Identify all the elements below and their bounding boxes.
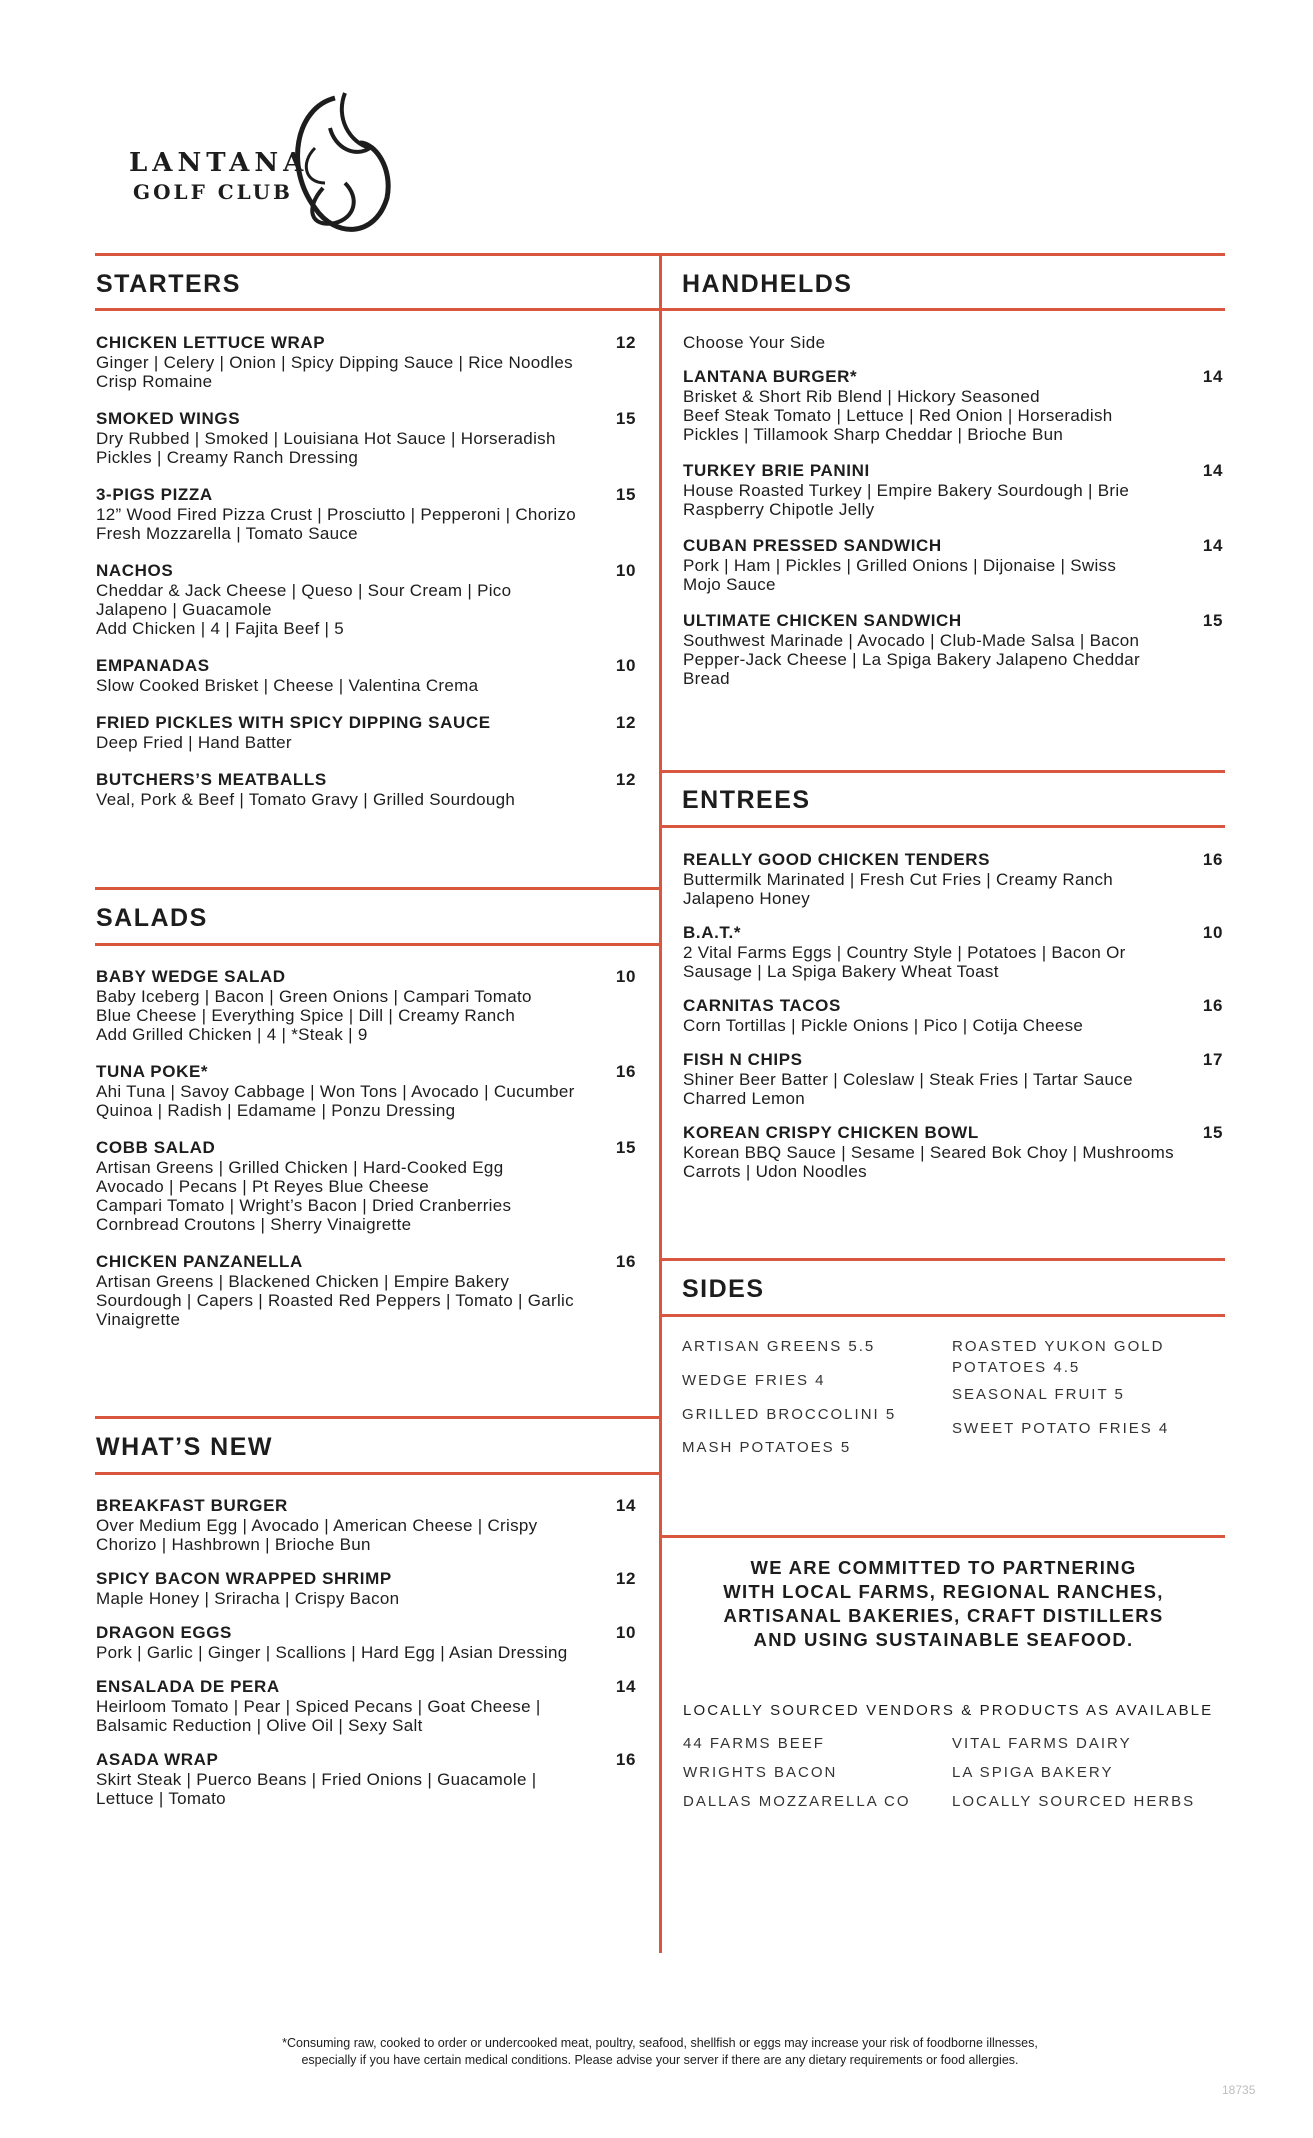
menu-item-name: 3-PIGS PIZZA: [96, 485, 213, 504]
menu-item-header: [96, 1062, 636, 1082]
menu-item-description: Skirt Steak | Puerco Beans | Fried Onions | Guacamole | Lettuce | Tomato: [96, 1770, 537, 1808]
whats-new-list: [96, 1496, 636, 1823]
handhelds-title: HANDHELDS: [682, 270, 853, 298]
menu-item-description: Pork | Garlic | Ginger | Scallions | Hard Egg | Asian Dressing: [96, 1643, 568, 1662]
menu-item-description: Artisan Greens | Blackened Chicken | Empire Bakery Sourdough | Capers | Roasted Red Peppers | Tomato | Garlic Vinaigrette: [96, 1272, 574, 1329]
menu-item-description: 2 Vital Farms Eggs | Country Style | Potatoes | Bacon Or Sausage | La Spiga Bakery Wheat Toast: [683, 943, 1126, 981]
starters-list: [96, 333, 636, 827]
menu-item-price: 15: [615, 1138, 636, 1157]
menu-item-header: [96, 1750, 636, 1770]
menu-item-price: 16: [1202, 996, 1223, 1015]
menu-item-price: 17: [1202, 1050, 1223, 1069]
menu-item-price: 12: [615, 1569, 636, 1588]
menu-item-description: Heirloom Tomato | Pear | Spiced Pecans | Goat Cheese | Balsamic Reduction | Olive Oil | Sexy Salt: [96, 1697, 541, 1735]
menu-item-price: 12: [615, 770, 636, 789]
side-item: WEDGE FRIES 4: [682, 1372, 826, 1389]
vendors-col1: [683, 1729, 911, 1816]
side-item: POTATOES 4.5: [952, 1359, 1081, 1376]
menu-item-header: [96, 1252, 636, 1272]
sides-col1: [682, 1336, 896, 1458]
starters-title: STARTERS: [96, 270, 241, 298]
menu-item-description: 12” Wood Fired Pizza Crust | Prosciutto | Pepperoni | Chorizo Fresh Mozzarella | Tomato Sauce: [96, 505, 577, 543]
menu-item-header: [683, 536, 1223, 556]
document-number: 18735: [1222, 2083, 1256, 2097]
handhelds-rule: [662, 308, 1225, 311]
vendors-col2: [952, 1729, 1195, 1816]
menu-item-header: [683, 367, 1223, 387]
side-item: MASH POTATOES 5: [682, 1439, 852, 1456]
allergen-disclaimer: *Consuming raw, cooked to order or undercooked meat, poultry, seafood, shellfish or eggs may increase your risk of foodborne illnesses, especially if you have certain medical conditions. Please advise your server if there are any dietary requirements or food allergies.: [282, 2036, 1038, 2067]
menu-item: [96, 485, 636, 543]
menu-item-name: CHICKEN LETTUCE WRAP: [96, 333, 326, 352]
menu-item-name: SPICY BACON WRAPPED SHRIMP: [96, 1569, 392, 1588]
side-item: SEASONAL FRUIT 5: [952, 1386, 1125, 1403]
menu-item-description: Corn Tortillas | Pickle Onions | Pico | Cotija Cheese: [683, 1016, 1084, 1035]
menu-item-header: [96, 1677, 636, 1697]
salads-rule: [95, 943, 659, 946]
sides-rule: [662, 1314, 1225, 1317]
menu-item-description: Shiner Beer Batter | Coleslaw | Steak Fries | Tartar Sauce Charred Lemon: [683, 1070, 1133, 1108]
menu-item-description: Pork | Ham | Pickles | Grilled Onions | Dijonaise | Swiss Mojo Sauce: [683, 556, 1117, 594]
menu-item-price: 10: [615, 656, 636, 675]
menu-item-header: [683, 611, 1223, 631]
menu-item-description: Ahi Tuna | Savoy Cabbage | Won Tons | Avocado | Cucumber Quinoa | Radish | Edamame | Ponzu Dressing: [96, 1082, 575, 1120]
menu-item: [96, 967, 636, 1044]
menu-item-name: BUTCHERS’S MEATBALLS: [96, 770, 327, 789]
menu-item-name: B.A.T.*: [683, 923, 742, 942]
menu-item: [96, 656, 636, 695]
menu-item-price: 15: [1202, 611, 1223, 630]
menu-item-name: TUNA POKE*: [96, 1062, 209, 1081]
menu-item: [683, 923, 1223, 981]
menu-item-header: [96, 713, 636, 733]
handhelds-note: Choose Your Side: [683, 333, 826, 352]
sides-rule-top: [662, 1258, 1225, 1261]
menu-item-price: 16: [1202, 850, 1223, 869]
menu-item-description: Cheddar & Jack Cheese | Queso | Sour Cream | Pico Jalapeno | Guacamole Add Chicken | 4 | Fajita Beef | 5: [96, 581, 512, 638]
menu-item-price: 12: [615, 713, 636, 732]
starters-rule: [95, 308, 659, 311]
entrees-rule: [662, 825, 1225, 828]
menu-item: [96, 409, 636, 467]
menu-item-name: LANTANA BURGER*: [683, 367, 858, 386]
menu-item-description: Veal, Pork & Beef | Tomato Gravy | Grilled Sourdough: [96, 790, 516, 809]
menu-item-price: 14: [615, 1677, 636, 1696]
menu-item-name: SMOKED WINGS: [96, 409, 241, 428]
vendor-item: LA SPIGA BAKERY: [952, 1764, 1114, 1781]
menu-item-description: Buttermilk Marinated | Fresh Cut Fries | Creamy Ranch Jalapeno Honey: [683, 870, 1114, 908]
entrees-rule-top: [662, 770, 1225, 773]
vendor-item: 44 FARMS BEEF: [683, 1735, 825, 1752]
menu-item: [683, 1123, 1223, 1181]
menu-item-description: Baby Iceberg | Bacon | Green Onions | Campari Tomato Blue Cheese | Everything Spice | Dill | Creamy Ranch Add Grilled Chicken | 4 | *Steak | 9: [96, 987, 532, 1044]
whats-new-title: WHAT’S NEW: [96, 1433, 274, 1461]
menu-item-description: Korean BBQ Sauce | Sesame | Seared Bok Choy | Mushrooms Carrots | Udon Noodles: [683, 1143, 1174, 1181]
menu-item-name: DRAGON EGGS: [96, 1623, 233, 1642]
menu-item-description: Ginger | Celery | Onion | Spicy Dipping Sauce | Rice Noodles Crisp Romaine: [96, 353, 573, 391]
menu-item-header: [96, 656, 636, 676]
menu-item-name: ASADA WRAP: [96, 1750, 219, 1769]
menu-item-price: 16: [615, 1750, 636, 1769]
menu-item-name: CUBAN PRESSED SANDWICH: [683, 536, 942, 555]
sides-col2: [952, 1336, 1169, 1439]
menu-item-price: 14: [1202, 536, 1223, 555]
vendor-item: LOCALLY SOURCED HERBS: [952, 1793, 1196, 1810]
side-item: ROASTED YUKON GOLD: [952, 1338, 1165, 1355]
menu-item-header: [683, 461, 1223, 481]
menu-item-name: CARNITAS TACOS: [683, 996, 841, 1015]
menu-item: [96, 1252, 636, 1329]
menu-item: [96, 1496, 636, 1554]
menu-item-header: [96, 1496, 636, 1516]
logo-line1: LANTANA: [129, 148, 309, 178]
menu-item-description: Brisket & Short Rib Blend | Hickory Seasoned Beef Steak Tomato | Lettuce | Red Onion | Horseradish Pickles | Tillamook Sharp Cheddar | Brioche Bun: [683, 387, 1113, 444]
menu-item-header: [683, 850, 1223, 870]
whats-new-rule-top: [95, 1416, 659, 1419]
menu-item-price: 10: [1202, 923, 1223, 942]
menu-item-header: [96, 770, 636, 790]
menu-item: [683, 536, 1223, 594]
salads-rule-top: [95, 887, 659, 890]
menu-item-header: [683, 1123, 1223, 1143]
menu-item-price: 15: [615, 409, 636, 428]
side-item: SWEET POTATO FRIES 4: [952, 1420, 1170, 1437]
menu-item: [96, 1062, 636, 1120]
menu-item-price: 10: [615, 561, 636, 580]
menu-item: [683, 461, 1223, 519]
menu-item-name: ENSALADA DE PERA: [96, 1677, 280, 1696]
menu-item: [683, 1050, 1223, 1108]
menu-item: [96, 1750, 636, 1808]
sides-title: SIDES: [682, 1275, 765, 1303]
menu-item: [96, 333, 636, 391]
whats-new-rule: [95, 1472, 659, 1475]
menu-item-header: [683, 923, 1223, 943]
menu-item-description: Artisan Greens | Grilled Chicken | Hard-Cooked Egg Avocado | Pecans | Pt Reyes Blue Cheese Campari Tomato | Wright’s Bacon | Dried Cranberries Cornbread Croutons | Sherry Vinaigrette: [96, 1158, 512, 1234]
salads-list: [96, 967, 636, 1347]
menu-item-price: 16: [615, 1252, 636, 1271]
menu-item-header: [96, 561, 636, 581]
menu-item-price: 15: [615, 485, 636, 504]
menu-item-header: [683, 1050, 1223, 1070]
menu-item-description: Over Medium Egg | Avocado | American Cheese | Crispy Chorizo | Hashbrown | Brioche Bun: [96, 1516, 538, 1554]
menu-item: [683, 367, 1223, 444]
menu-item: [96, 1138, 636, 1234]
menu-item-header: [683, 996, 1223, 1016]
menu-item-price: 10: [615, 1623, 636, 1642]
side-item: GRILLED BROCCOLINI 5: [682, 1406, 897, 1423]
menu-item-description: House Roasted Turkey | Empire Bakery Sourdough | Brie Raspberry Chipotle Jelly: [683, 481, 1130, 519]
menu-item-name: REALLY GOOD CHICKEN TENDERS: [683, 850, 991, 869]
menu-item-name: BREAKFAST BURGER: [96, 1496, 288, 1515]
menu-item-description: Deep Fried | Hand Batter: [96, 733, 292, 752]
menu-item-name: ULTIMATE CHICKEN SANDWICH: [683, 611, 962, 630]
menu-item-price: 15: [1202, 1123, 1223, 1142]
menu-item-price: 12: [615, 333, 636, 352]
logo: [125, 88, 395, 248]
menu-item-price: 14: [1202, 461, 1223, 480]
menu-item-name: COBB SALAD: [96, 1138, 216, 1157]
entrees-title: ENTREES: [682, 786, 811, 814]
menu-item-name: NACHOS: [96, 561, 174, 580]
menu-item-header: [96, 1569, 636, 1589]
menu-item-description: Dry Rubbed | Smoked | Louisiana Hot Sauce | Horseradish Pickles | Creamy Ranch Dressing: [96, 429, 556, 467]
menu-item-name: EMPANADAS: [96, 656, 210, 675]
menu-item-name: BABY WEDGE SALAD: [96, 967, 286, 986]
side-item: ARTISAN GREENS 5.5: [682, 1338, 876, 1355]
menu-item-description: Maple Honey | Sriracha | Crispy Bacon: [96, 1589, 400, 1608]
menu-item-header: [96, 967, 636, 987]
menu-item: [96, 770, 636, 809]
commitment-statement: WE ARE COMMITTED TO PARTNERING WITH LOCAL FARMS, REGIONAL RANCHES, ARTISANAL BAKERIES, CRAFT DISTILLERS AND USING SUSTAINABLE SEAFOOD.: [723, 1557, 1164, 1650]
salads-title: SALADS: [96, 904, 208, 932]
menu-item: [96, 561, 636, 638]
menu-item: [683, 850, 1223, 908]
vendors-title: LOCALLY SOURCED VENDORS & PRODUCTS AS AVAILABLE: [683, 1702, 1214, 1719]
vendor-item: DALLAS MOZZARELLA CO: [683, 1793, 911, 1810]
menu-item-price: 14: [615, 1496, 636, 1515]
menu-item: [96, 1677, 636, 1735]
menu-item: [96, 713, 636, 752]
menu-item-description: Southwest Marinade | Avocado | Club-Made Salsa | Bacon Pepper-Jack Cheese | La Spiga Bakery Jalapeno Cheddar Bread: [683, 631, 1140, 688]
menu-item-name: TURKEY BRIE PANINI: [683, 461, 870, 480]
menu-item-name: KOREAN CRISPY CHICKEN BOWL: [683, 1123, 979, 1142]
handhelds-list: [683, 367, 1223, 705]
menu-item-header: [96, 409, 636, 429]
menu-item-header: [96, 333, 636, 353]
menu-item-description: Slow Cooked Brisket | Cheese | Valentina Crema: [96, 676, 479, 695]
commitment-rule: [662, 1535, 1225, 1538]
menu-item-price: 16: [615, 1062, 636, 1081]
menu-item: [96, 1569, 636, 1608]
vendor-item: WRIGHTS BACON: [683, 1764, 838, 1781]
menu-item-price: 10: [615, 967, 636, 986]
vendor-item: VITAL FARMS DAIRY: [952, 1735, 1132, 1752]
menu-item-header: [96, 485, 636, 505]
entrees-list: [683, 850, 1223, 1196]
menu-item: [683, 996, 1223, 1035]
menu-item-price: 14: [1202, 367, 1223, 386]
menu-item-name: FISH N CHIPS: [683, 1050, 803, 1069]
divider-vertical: [659, 253, 662, 1953]
menu-item-header: [96, 1138, 636, 1158]
menu-item-name: CHICKEN PANZANELLA: [96, 1252, 303, 1271]
menu-item-header: [96, 1623, 636, 1643]
menu-item: [96, 1623, 636, 1662]
logo-line2: GOLF CLUB: [133, 180, 293, 204]
menu-item: [683, 611, 1223, 688]
menu-item-name: FRIED PICKLES WITH SPICY DIPPING SAUCE: [96, 713, 491, 732]
